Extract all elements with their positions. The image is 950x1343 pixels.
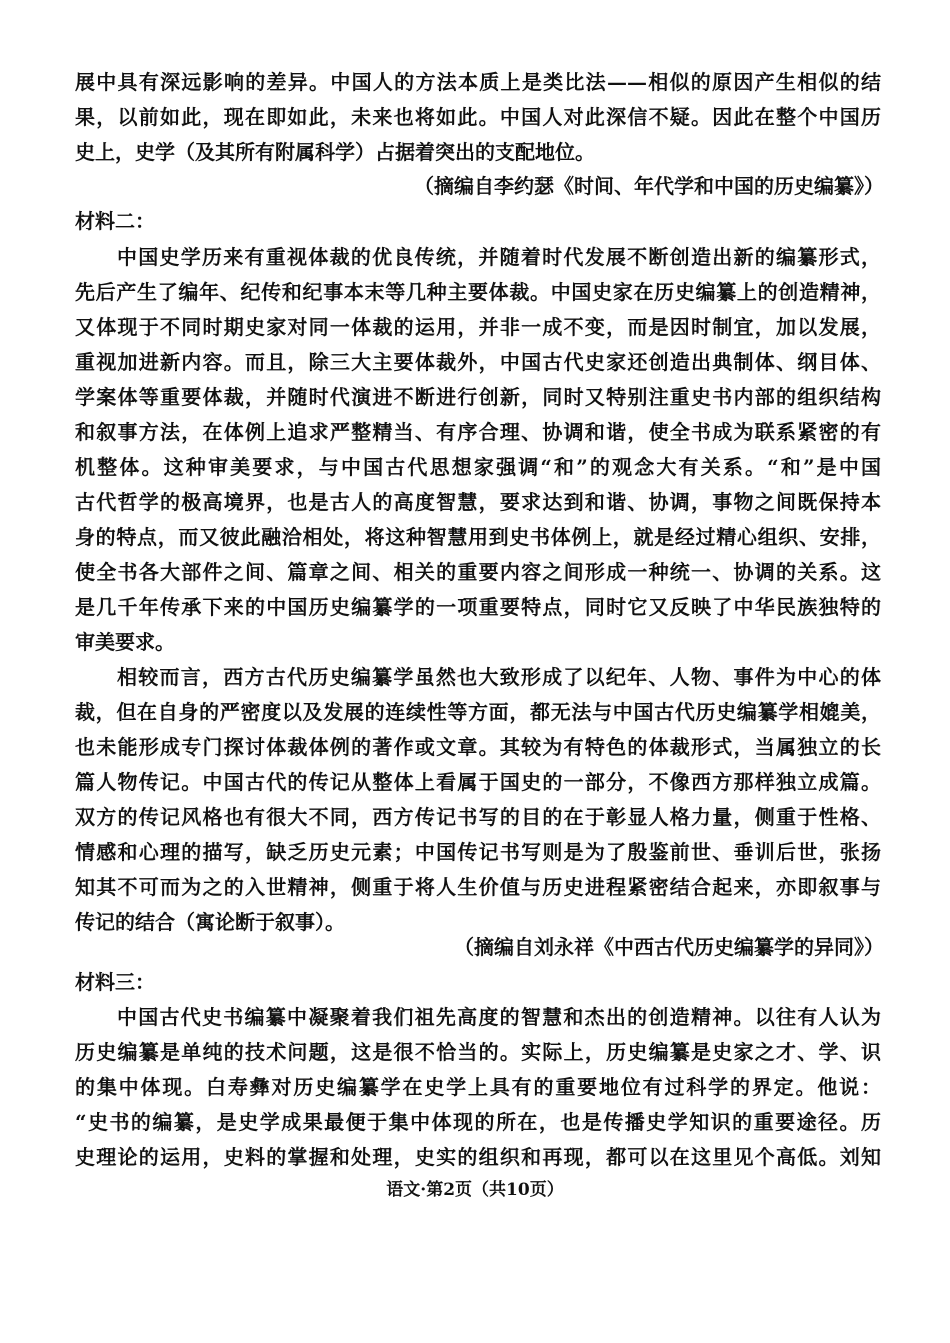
para3-line: 中国古代史书编纂中凝聚着我们祖先高度的智慧和杰出的创造精神。以往有人认为 [117,1005,881,1029]
para2b-line: 传记的结合（寓论断于叙事）。 [75,910,345,934]
para2a-line: 重视加进新内容。而且，除三大主要体裁外，中国古代史家还创造出典制体、纲目体、 [75,350,881,374]
para2b-line: 也未能形成专门探讨体裁体例的著作或文章。其较为有特色的体裁形式，当属独立的长 [75,735,881,759]
intro-line: 史上，史学（及其所有附属科学）占据着突出的支配地位。 [75,140,595,164]
para2b-line: 篇人物传记。中国古代的传记从整体上看属于国史的一部分，不像西方那样独立成篇。 [75,770,881,794]
para2a-line: 使全书各大部件之间、篇章之间、相关的重要内容之间形成一种统一、协调的关系。这 [75,560,881,584]
para3-line: 的集中体现。白寿彝对历史编纂学在史学上具有的重要地位有过科学的界定。他说： [75,1075,881,1099]
intro-line: 展中具有深远影响的差异。中国人的方法本质上是类比法——相似的原因产生相似的结 [75,70,881,94]
para2a-line: 学案体等重要体裁，并随时代演进不断进行创新，同时又特别注重史书内部的组织结构 [75,385,881,409]
para3-line: “史书的编纂，是史学成果最便于集中体现的所在，也是传播史学知识的重要途径。历 [75,1110,881,1134]
material-3-heading: 材料三： [75,970,155,994]
para2a-line: 是几千年传承下来的中国历史编纂学的一项重要特点，同时它又反映了中华民族独特的 [75,595,881,619]
page-footer: 语文·第2页（共10页） [386,1180,564,1200]
para2a-line: 和叙事方法，在体例上追求严整精当、有序合理、协调和谐，使全书成为联系紧密的有 [75,420,881,444]
intro-line: 果，以前如此，现在即如此，未来也将如此。中国人对此深信不疑。因此在整个中国历 [75,105,881,129]
para2b-line: 双方的传记风格也有很大不同，西方传记书写的目的在于彰显人格力量，侧重于性格、 [75,805,881,829]
source-citation-2: （摘编自刘永祥《中西古代历史编纂学的异同》） [454,935,884,959]
para2a-line: 又体现于不同时期史家对同一体裁的运用，并非一成不变，而是因时制宜，加以发展， [75,315,881,339]
para2a-line: 身的特点，而又彼此融洽相处，将这种智慧用到史书体例上，就是经过精心组织、安排， [75,525,881,549]
para2a-line: 机整体。这种审美要求，与中国古代思想家强调“和”的观念大有关系。“和”是中国 [75,455,881,479]
para2a-line: 古代哲学的极高境界，也是古人的高度智慧，要求达到和谐、协调，事物之间既保持本 [75,490,881,514]
para2b-line: 裁，但在自身的严密度以及发展的连续性等方面，都无法与中国古代历史编纂学相媲美， [75,700,881,724]
para2a-line: 中国史学历来有重视体裁的优良传统，并随着时代发展不断创造出新的编纂形式， [117,245,881,269]
para2a-line: 审美要求。 [75,630,175,654]
para3-line: 史理论的运用，史料的掌握和处理，史实的组织和再现，都可以在这里见个高低。刘知 [75,1145,881,1169]
para2b-line: 相较而言，西方古代历史编纂学虽然也大致形成了以纪年、人物、事件为中心的体 [117,665,881,689]
material-2-heading: 材料二： [75,209,155,233]
para2b-line: 知其不可而为之的入世精神，侧重于将人生价值与历史进程紧密结合起来，亦即叙事与 [75,875,881,899]
para2a-line: 先后产生了编年、纪传和纪事本末等几种主要体裁。中国史家在历史编纂上的创造精神， [75,280,881,304]
para2b-line: 情感和心理的描写，缺乏历史元素；中国传记书写则是为了殷鉴前世、垂训后世，张扬 [75,840,881,864]
source-citation-1: （摘编自李约瑟《时间、年代学和中国的历史编纂》） [414,174,884,198]
para3-line: 历史编纂是单纯的技术问题，这是很不恰当的。实际上，历史编纂是史家之才、学、识 [75,1040,881,1064]
